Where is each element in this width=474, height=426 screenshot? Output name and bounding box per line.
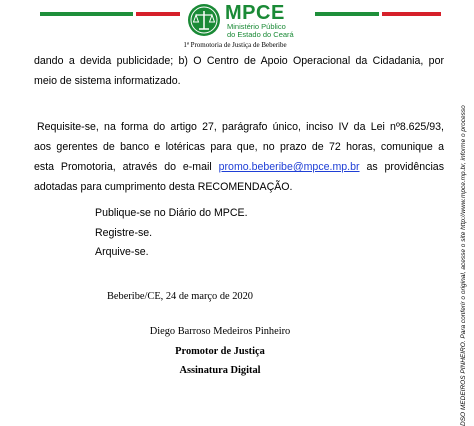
header-stripe-left [40, 12, 180, 16]
signer-role: Promotor de Justiça [175, 346, 265, 357]
closing-register: Registre-se. [95, 227, 153, 239]
logo-title: MPCE [225, 2, 285, 24]
mpce-logo [187, 3, 347, 41]
paragraph-line [34, 157, 444, 177]
logo-subtitle-line1: Ministério Público [227, 22, 286, 31]
paragraph-line: aos gerentes de banco e lotéricas para que, no prazo de 72 horas, comunique a [34, 141, 444, 153]
paragraph-line: Requisite-se, na forma do artigo 27, parágrafo único, inciso IV da Lei nº8.625/93, [37, 121, 444, 133]
signer-name: Diego Barroso Medeiros Pinheiro [149, 326, 291, 337]
logo-subtitle-line2: do Estado do Ceará [227, 30, 294, 39]
justice-emblem-icon [187, 3, 221, 37]
paragraph-text: esta Promotoria, através do e-mail [34, 161, 212, 173]
paragraph-line: meio de sistema informatizado. [34, 75, 181, 87]
dateline: Beberibe/CE, 24 de março de 2020 [107, 291, 254, 302]
paragraph-line: adotadas para cumprimento desta RECOMENDAÇÃO. [34, 181, 293, 193]
paragraph-line: dando a devida publicidade; b) O Centro de Apoio Operacional da Cidadania, por [34, 55, 444, 67]
signature-type: Assinatura Digital [179, 365, 261, 376]
email-link[interactable]: promo.beberibe@mpce.mp.br [218, 161, 360, 173]
paragraph-text: as providências [366, 161, 444, 173]
paragraph-publicity [34, 51, 444, 91]
verification-sidenote: DSO MEDEIROS PINHEIRO. Para conferir o original, acesse o site http://www.mpce.mp.br, informe o processo [460, 105, 467, 426]
closing-archive: Arquive-se. [95, 246, 149, 258]
paragraph-requisition [34, 117, 444, 197]
closing-publish: Publique-se no Diário do MPCE. [95, 207, 248, 219]
promotoria-subheader: 1ª Promotoria de Justiça de Beberibe [183, 41, 287, 49]
